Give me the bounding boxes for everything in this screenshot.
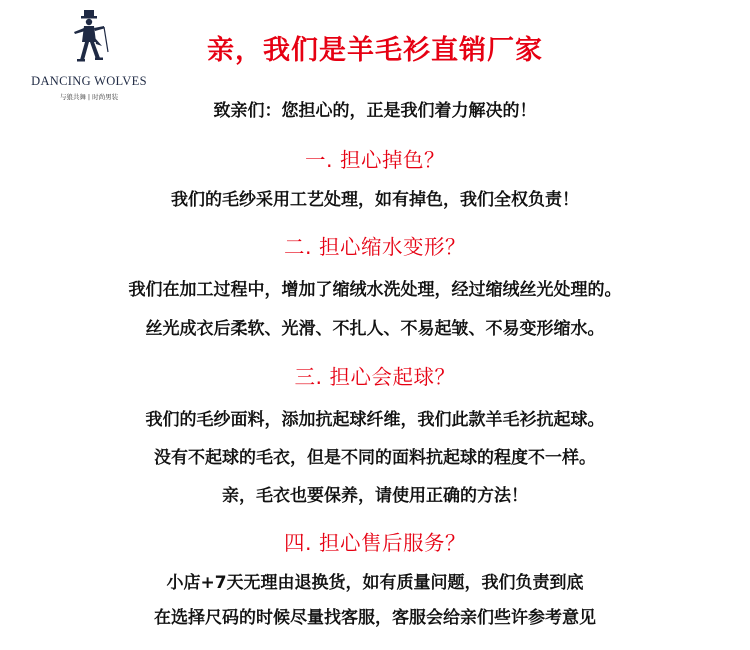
brand-tagline: 与狼共舞 | 时尚男装 [59, 93, 119, 101]
page-title: 亲，我们是羊毛衫直销厂家 [207, 35, 543, 66]
section-text: 我们的毛纱采用工艺处理，如有掉色，我们全权负责！ [171, 190, 579, 210]
section-heading-color-fading: 一. 担心掉色？ [304, 148, 446, 172]
section-text: 我们在加工过程中，增加了缩绒水洗处理，经过缩绒丝光处理的。 [128, 280, 622, 300]
section-heading-after-sales: 四. 担心售后服务？ [283, 531, 467, 555]
brand-name: DANCING WOLVES [31, 74, 147, 88]
section-text: 丝光成衣后柔软、光滑、不扎人、不易起皱、不易变形缩水。 [145, 319, 605, 339]
section-text: 小店+7天无理由退换货，如有质量问题，我们负责到底 [166, 573, 584, 593]
section-text: 亲，毛衣也要保养，请使用正确的方法！ [222, 486, 528, 506]
section-text: 我们的毛纱面料，添加抗起球纤维，我们此款羊毛衫抗起球。 [145, 410, 605, 430]
section-text: 没有不起球的毛衣，但是不同的面料抗起球的程度不一样。 [154, 448, 596, 468]
section-heading-shrinkage: 二. 担心缩水变形？ [283, 235, 467, 259]
section-text: 在选择尺码的时候尽量找客服，客服会给亲们些许参考意见 [154, 608, 596, 628]
intro-text: 致亲们：您担心的，正是我们着力解决的！ [213, 101, 537, 121]
section-heading-pilling: 三. 担心会起球？ [294, 365, 456, 389]
